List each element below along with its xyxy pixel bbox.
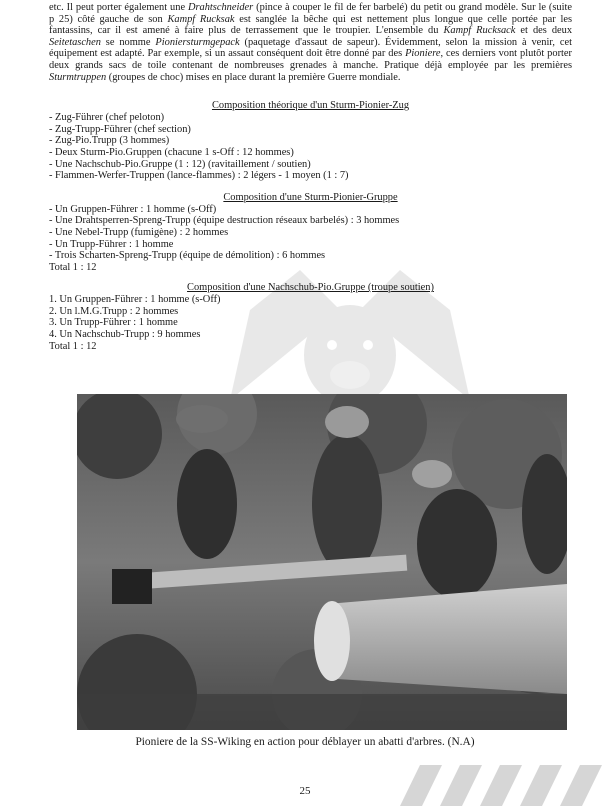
list-item: - Un Trupp-Führer : 1 homme: [49, 238, 174, 250]
list-item: - Deux Sturm-Pio.Gruppen (chacune 1 s-Off : 12 hommes): [49, 146, 294, 158]
intro-paragraph: [49, 2, 572, 83]
list-item: - Un Gruppen-Führer : 1 homme (s-Off): [49, 203, 217, 215]
composition-list: [49, 294, 572, 352]
main-text: [49, 2, 572, 352]
section-title: Composition théorique d'un Sturm-Pionier-Zug: [211, 100, 410, 112]
list-item: Total 1 : 12: [49, 261, 97, 273]
list-item: - Une Drahtsperren-Spreng-Trupp (équipe destruction réseaux barbelés) : 3 hommes: [49, 215, 400, 227]
list-item: Total 1 : 12: [49, 340, 97, 352]
historical-photo: [77, 394, 567, 730]
italic-term: Kampf Rucksak: [167, 13, 235, 25]
composition-list: [49, 204, 572, 274]
list-item: 1. Un Gruppen-Führer : 1 homme (s-Off): [49, 294, 221, 306]
section-title: Composition d'une Sturm-Pionier-Gruppe: [223, 191, 398, 203]
photo-caption: Pioniere de la SS-Wiking en action pour déblayer un abatti d'arbres. (N.A): [135, 736, 475, 748]
composition-list: [49, 112, 572, 182]
list-item: 3. Un Trupp-Führer : 1 homme: [49, 317, 178, 329]
text-run: se nomme: [100, 36, 156, 48]
list-item: - Une Nachschub-Pio.Gruppe (1 : 12) (ravitaillement / soutien): [49, 158, 311, 170]
text-run: (paquetage d'assaut de sapeur). Évidemment, selon la mission à venir, cet équipement est adapté. Par exemple, si un assaut conséquent doit être donné par des: [49, 36, 572, 60]
list-item: - Zug-Pio.Trupp (3 hommes): [49, 135, 170, 147]
text-run: et des deux: [515, 25, 573, 37]
list-item: - Flammen-Werfer-Truppen (lance-flammes) : 2 légers - 1 moyen (1 : 7): [49, 170, 349, 182]
text-run: (groupes de choc) mises en place durant la première Guerre mondiale.: [106, 71, 401, 83]
italic-term: Kampf Rucksack: [443, 25, 516, 37]
list-item: - Zug-Führer (chef peloton): [49, 112, 165, 124]
list-item: - Une Nebel-Trupp (fumigène) : 2 hommes: [49, 226, 229, 238]
list-item: 2. Un l.M.G.Trupp : 2 hommes: [49, 305, 179, 317]
section-nachschub: [49, 282, 572, 352]
text-run: etc. Il peut porter également une: [49, 2, 188, 13]
text-run: , ces derniers vont plutôt porter deux grands sacs de toile contenant de nombreuses grenades à manche. Pratique déjà employée par les premières: [49, 48, 572, 71]
italic-term: Pioniere: [405, 48, 441, 60]
section-zug: [49, 100, 572, 182]
text-run: est sanglée la bêche qui est nettement plus longue que celle portée par les fantassins, car il est amené à faire plus de terrassement que le troupier. L'ensemble du: [49, 13, 572, 37]
list-item: - Trois Scharten-Spreng-Trupp (équipe de démolition) : 6 hommes: [49, 250, 326, 262]
text-run: (pince à couper le fil de fer barbelé) du petit ou grand modèle. Sur le (suite p 25) côté gauche de son: [49, 2, 572, 25]
italic-term: Seitetaschen: [49, 36, 101, 48]
list-item: 4. Un Nachschub-Trupp : 9 hommes: [49, 329, 201, 341]
photo-illustration: [77, 394, 567, 730]
section-gruppe: [49, 192, 572, 274]
page-number: 25: [299, 785, 311, 797]
italic-term: Drahtschneider: [187, 2, 254, 13]
section-title: Composition d'une Nachschub-Pio.Gruppe (troupe soutien): [187, 282, 434, 294]
italic-term: Sturmtruppen: [49, 71, 107, 83]
list-item: - Zug-Trupp-Führer (chef section): [49, 123, 191, 135]
italic-term: Pioniersturmgepack: [155, 36, 240, 48]
